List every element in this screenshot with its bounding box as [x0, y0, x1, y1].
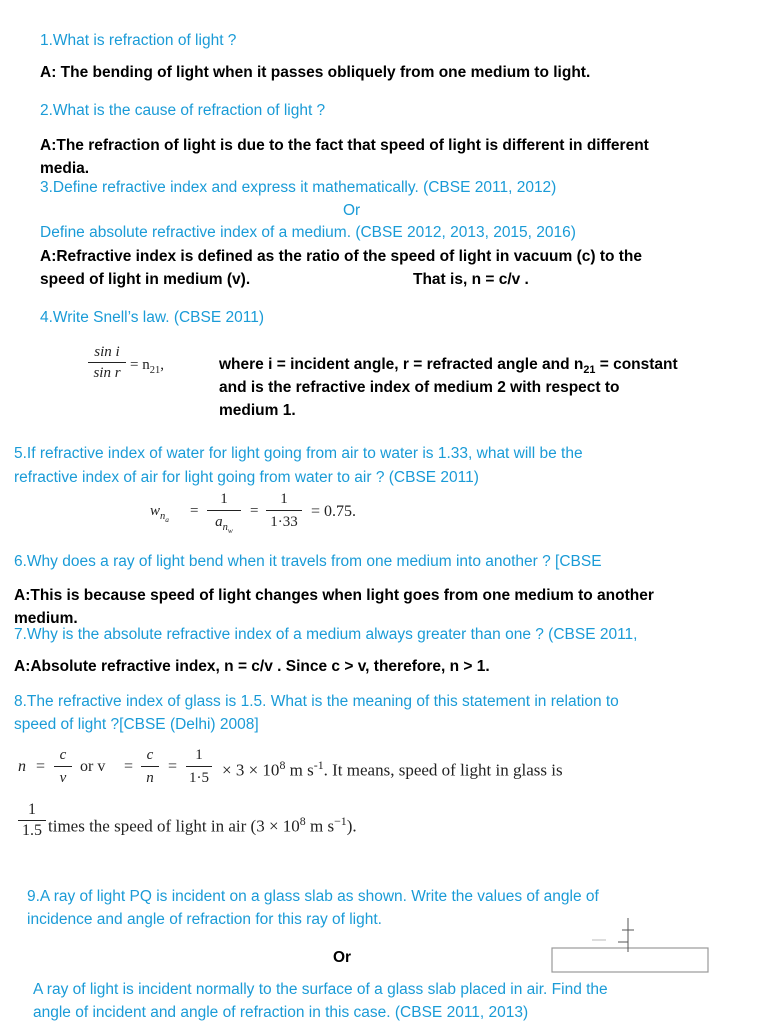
- question-8-line-1: 8.The refractive index of glass is 1.5. What is the meaning of this statement in relation to: [14, 693, 619, 710]
- question-5-line-1: 5.If refractive index of water for light going from air to water is 1.33, what will be the: [14, 445, 583, 462]
- glass-slab-diagram: [548, 912, 712, 974]
- answer-2-line-2: media.: [40, 160, 90, 177]
- answer-3-line-2a: speed of light in medium (v).: [40, 271, 251, 288]
- question-9-alt-line-1: A ray of light is incident normally to the surface of a glass slab placed in air. Find the: [33, 981, 608, 998]
- q5-fraction-1-den: $a_{n_w}$: [215, 514, 233, 536]
- question-1: 1.What is refraction of light ?: [40, 32, 237, 49]
- question-7: 7.Why is the absolute refractive index of a medium always greater than one ? (CBSE 2011,: [14, 626, 638, 643]
- answer-3-line-2b: That is, n = c/v .: [413, 271, 529, 288]
- snell-rhs: = $n_{21}$,: [130, 357, 164, 376]
- q5-result: = 0.75.: [311, 503, 357, 520]
- q5-eq-2: =: [250, 503, 259, 519]
- q8-line-2-text: times the speed of light in air ($3 \times 10^8$ m $s^{-1}$).: [48, 814, 357, 836]
- question-3-alt: Define absolute refractive index of a medium. (CBSE 2012, 2013, 2015, 2016): [40, 224, 576, 241]
- q8-frac-one: 1: [186, 744, 212, 767]
- question-4: 4.Write Snell’s law. (CBSE 2011): [40, 309, 264, 326]
- q8-frac-n2: n: [146, 770, 154, 786]
- q5-fraction-1: [207, 488, 241, 542]
- snell-numerator: sin i: [88, 342, 126, 363]
- q8-line-2-num: 1: [18, 800, 46, 821]
- q8-eq-1: =: [36, 758, 46, 775]
- q5-eq-1: =: [190, 503, 199, 519]
- q8-frac-c-v: [54, 744, 72, 789]
- q8-eq-3: =: [168, 758, 178, 775]
- q8-frac-1-15: [186, 744, 212, 789]
- answer-6-line-2: medium.: [14, 610, 78, 627]
- q8-frac-onefive: 1·5: [189, 770, 209, 786]
- q5-fraction-2: [266, 488, 302, 533]
- q8-eq-2: =: [124, 758, 134, 775]
- question-5-line-2: refractive index of air for light going from water to air ? (CBSE 2011): [14, 469, 479, 486]
- q8-line-2-fraction: [18, 800, 46, 841]
- q5-fraction-2-den: 1·33: [270, 514, 298, 530]
- q5-fraction-2-num: 1: [266, 488, 302, 511]
- snell-explain-line-2: and is the refractive index of medium 2 with respect to: [219, 379, 620, 396]
- question-6: 6.Why does a ray of light bend when it travels from one medium into another ? [CBSE: [14, 553, 602, 570]
- snell-denominator: sin r: [93, 365, 121, 381]
- q8-frac-c2: c: [141, 744, 159, 767]
- question-2: 2.What is the cause of refraction of light ?: [40, 102, 326, 119]
- answer-1: A: The bending of light when it passes obliquely from one medium to light.: [40, 64, 591, 81]
- question-9-alt-line-2: angle of incident and angle of refraction in this case. (CBSE 2011, 2013): [33, 1004, 529, 1021]
- q5-lhs: $w_{n_a}$: [150, 503, 169, 525]
- question-3-or: Or: [343, 202, 361, 219]
- question-8-line-2: speed of light ?[CBSE (Delhi) 2008]: [14, 716, 259, 733]
- q8-line-2-den: 1.5: [22, 822, 42, 839]
- question-9-line-2: incidence and angle of refraction for this ray of light.: [27, 911, 382, 928]
- question-3: 3.Define refractive index and express it mathematically. (CBSE 2011, 2012): [40, 179, 557, 196]
- answer-3-line-1: A:Refractive index is defined as the ratio of the speed of light in vacuum (c) to the: [40, 248, 643, 265]
- q8-or-v: or v: [80, 758, 106, 775]
- answer-7: A:Absolute refractive index, n = c/v . Since c > v, therefore, n > 1.: [14, 658, 490, 675]
- glass-slab: [552, 948, 708, 972]
- snell-explain-line-1: where i = incident angle, r = refracted angle and $n_{21}$ = constant: [219, 356, 678, 377]
- q5-fraction-1-num: 1: [207, 488, 241, 511]
- snell-fraction: [88, 342, 126, 383]
- q8-frac-v: v: [59, 770, 67, 786]
- question-9-or: Or: [333, 949, 352, 966]
- q8-frac-c-n: [141, 744, 159, 789]
- q8-n: n: [18, 758, 26, 775]
- answer-2-line-1: A:The refraction of light is due to the fact that speed of light is different in different: [40, 137, 649, 154]
- q8-frac-c: c: [54, 744, 72, 767]
- snell-explain-line-3: medium 1.: [219, 402, 296, 419]
- answer-6-line-1: A:This is because speed of light changes when light goes from one medium to another: [14, 587, 654, 604]
- q8-line-1-text: × $3 \times 10^8$ m $s^{-1}$. It means, speed of light in glass is: [222, 758, 563, 780]
- question-9-line-1: 9.A ray of light PQ is incident on a glass slab as shown. Write the values of angle of: [27, 888, 599, 905]
